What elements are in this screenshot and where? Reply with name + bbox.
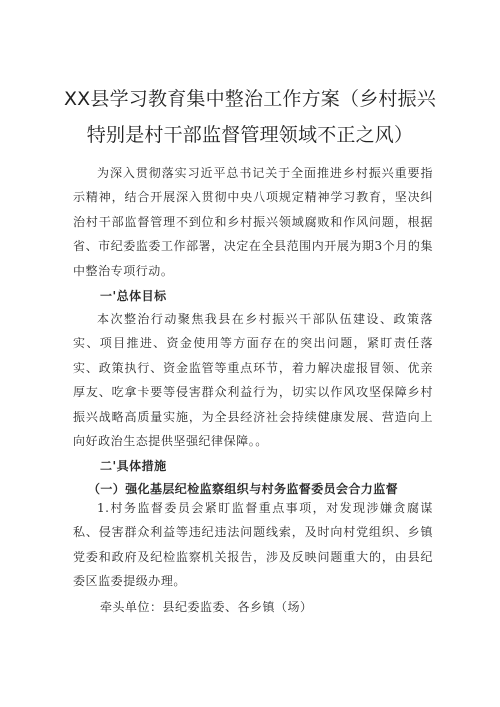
section1-text: 本次整治行动聚焦我县在乡村振兴干部队伍建设、政策落实、项目推进、资金使用等方面存在的突出问题，紧盯责任落实、政策执行、资金监管等重点环节，着力解决虚报冒领、优亲厚友、吃拿卡要等侵害群众利益行为，切实以作风攻坚保障乡村振兴战略高质量实施，为全县经济社会持续健康发展、营造向上向好政治生态提供坚强纪律保障。。 bbox=[73, 312, 433, 449]
section1-paragraph bbox=[73, 307, 433, 453]
intro-paragraph bbox=[73, 161, 433, 283]
item1-text: 1.村务监督委员会紧盯监督重点事项，对发现涉嫌贪腐谋私、侵害群众利益等违纪违法问题线索，及时向村党组织、乡镇党委和政府及纪检监察机关报告，涉及反映问题重大的，由县纪委区监委提级办理。 bbox=[73, 501, 433, 589]
document-title-line1: XX县学习教育集中整治工作方案（乡村振兴 bbox=[63, 88, 437, 110]
section1-heading: 一'总体目标 bbox=[100, 289, 167, 303]
intro-text: 为深入贯彻落实习近平总书记关于全面推进乡村振兴重要指示精神，结合开展深入贯彻中央八项规定精神学习教育，坚决纠治村干部监督管理不到位和乡村振兴领域腐败和作风问题，根据省、市纪委监委工作部署，决定在全县范围内开展为期3个月的集中整治专项行动。 bbox=[73, 166, 433, 278]
document-title-line2: 特别是村干部监督管理领域不正之风） bbox=[86, 124, 414, 146]
section2-heading: 二'具体措施 bbox=[100, 459, 167, 473]
lead-unit-line: 牵头单位：县纪委监委、各乡镇（场） bbox=[100, 600, 313, 614]
subsection1-heading: （一）强化基层纪检监察组织与村务监督委员会合力监督 bbox=[88, 482, 399, 496]
item1-paragraph bbox=[73, 496, 433, 594]
